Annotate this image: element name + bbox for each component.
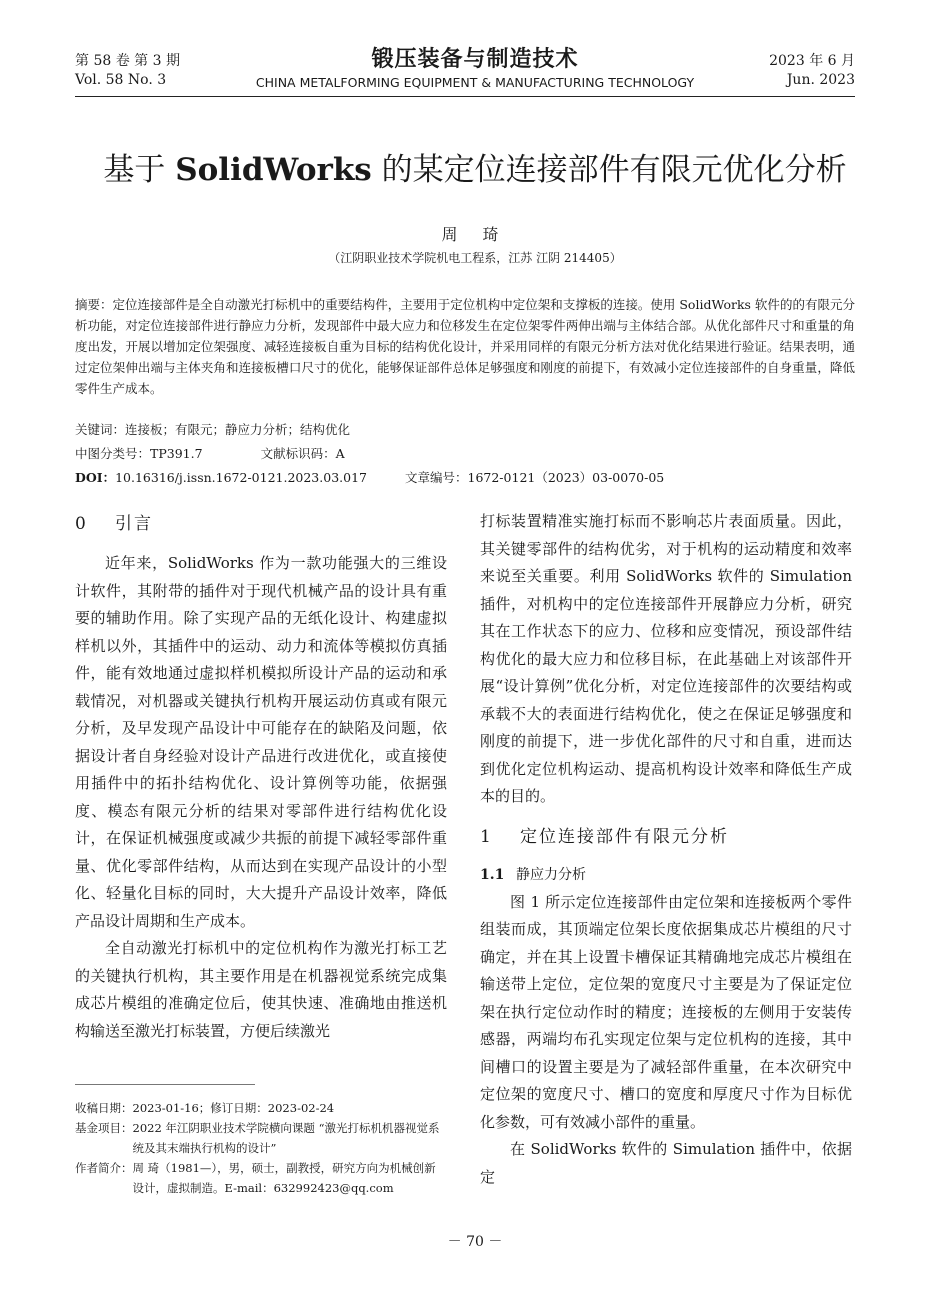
footnote	[75, 1098, 447, 1198]
fund-label: 基金项目：	[75, 1121, 133, 1135]
abstract-text: 定位连接部件是全自动激光打标机中的重要结构件，主要用于定位机构中定位架和支撑板的连接。使用 SolidWorks 软件的的有限元分析功能，对定位连接部件进行静应力分析，发现部件中最大应力和位移发生在定位架零件两伸出端与主体结合部。从优化部件尺寸和重量的角度出发，开展以增加定位架强度、减轻连接板自重为目标的结构优化设计，并采用同样的有限元分析方法对优化结果进行验证。结果表明，通过定位架伸出端与主体夹角和连接板槽口尺寸的优化，能够保证部件总体足够强度和刚度的前提下，有效减小定位连接部件的自身重量，降低零件生产成本。	[75, 297, 855, 396]
received-label: 收稿日期：	[75, 1101, 133, 1115]
section-1-1-heading	[480, 863, 852, 887]
received-dates: 2023-01-16；修订日期：2023-02-24	[132, 1101, 335, 1115]
volume-issue-cn: 第 58 卷 第 3 期	[75, 53, 180, 69]
doi-value: 10.16316/j.issn.1672-0121.2023.03.017	[115, 470, 367, 485]
section-1-1-paragraph-2: 在 SolidWorks 软件的 Simulation 插件中，依据定	[480, 1140, 852, 1186]
section-0-number: 0	[75, 514, 88, 534]
intro-paragraph-2: 全自动激光打标机中的定位机构作为激光打标工艺的关键执行机构，其主要作用是在机器视觉系统完成集成芯片模组的准确定位后，使其快速、准确地由推送机构输送至激光打标装置，方便后续激光	[75, 939, 447, 1040]
keywords-label: 关键词：	[75, 422, 126, 437]
author-affiliation: （江阴职业技术学院机电工程系，江苏 江阴 214405）	[328, 251, 622, 265]
title-prefix: 基于	[103, 152, 176, 188]
clc-value: TP391.7	[150, 446, 203, 461]
header-left	[75, 52, 180, 90]
paper-title	[60, 150, 890, 190]
doi-label: DOI：	[75, 470, 116, 485]
section-1-title: 定位连接部件有限元分析	[520, 826, 729, 847]
author-name: 周 琦	[441, 225, 509, 244]
volume-issue-en: Vol. 58 No. 3	[75, 72, 167, 88]
page-number: － 70 －	[447, 1234, 503, 1250]
intro-paragraph-2-continued: 打标装置精准实施打标而不影响芯片表面质量。因此，其关键零部件的结构优劣，对于机构的运动精度和效率来说至关重要。利用 SolidWorks 软件的 Simulation 插件，对机构中的定位连接部件开展静应力分析，研究其在工作状态下的应力、位移和应变情况，预设部件结构优化的最大应力和位移目标，在此基础上对该部件开展“设计算例”优化分析，对定位连接部件的次要结构或承载不大的表面进行结构优化，使之在保证足够强度和刚度的前提下，进一步优化部件的尺寸和自重，进而达到优化定位机构运动、提高机构设计效率和降低生产成本的目的。	[480, 512, 852, 805]
title-suffix: 的某定位连接部件有限元优化分析	[371, 152, 847, 188]
abstract-label: 摘要：	[75, 297, 113, 312]
issue-date-cn: 2023 年 6 月	[769, 53, 855, 69]
footnote-bio	[75, 1158, 447, 1198]
section-0-title: 引言	[115, 514, 153, 534]
section-0-heading	[75, 508, 447, 540]
doc-code-label: 文献标识码：	[260, 446, 336, 461]
header-divider	[75, 96, 855, 97]
intro-paragraph-1: 近年来，SolidWorks 作为一款功能强大的三维设计软件，其附带的插件对于现代机械产品的设计具有重要的辅助作用。除了实现产品的无纸化设计、构建虚拟样机以外，其插件中的运动、动力和流体等模拟仿真插件，能有效地通过虚拟样机模拟所设计产品的运动和承载情况，对机器或关键执行机构开展运动仿真或有限元分析，及早发现产品设计中可能存在的缺陷及问题，依据设计者自身经验对设计产品进行改进优化，或直接使用插件中的拓扑结构优化、设计算例等功能，依据强度、模态有限元分析的结果对零部件进行结构优化设计，在保证机械强度或减少共振的前提下减轻零部件重量、优化零部件结构，从而达到在实现产品设计的小型化、轻量化目标的同时，大大提升产品设计效率，降低产品设计周期和生产成本。	[75, 554, 447, 930]
fund-text: 2022 年江阴职业技术学院横向课题 “激光打标机机器视觉系统及其末端执行机构的设计”	[132, 1121, 440, 1155]
section-1-heading	[480, 821, 852, 853]
issue-date-en: Jun. 2023	[786, 72, 855, 88]
footnote-divider	[75, 1084, 255, 1085]
header-right	[769, 52, 855, 90]
left-column	[75, 508, 447, 1045]
classification	[75, 444, 855, 464]
doc-code-value: A	[335, 446, 345, 461]
doi-line	[75, 468, 855, 488]
title-software: SolidWorks	[175, 152, 372, 188]
section-1-1-paragraph-1: 图 1 所示定位连接部件由定位架和连接板两个零件组装而成，其顶端定位架长度依据集成芯片模组的尺寸确定，并在其上设置卡槽保证其精确地完成芯片模组在输送带上定位，定位架的宽度尺寸主要是为了保证定位架在执行定位动作时的精度；连接板的左侧用于安装传感器，两端均布孔实现定位架与定位机构的连接，其中间槽口的设置主要是为了减轻部件重量，在本次研究中定位架的宽度尺寸、槽口的宽度和厚度尺寸作为目标优化参数，可有效减小部件的重量。	[480, 892, 852, 1131]
journal-name-cn: 锻压装备与制造技术	[371, 47, 579, 72]
section-1-number: 1	[480, 826, 493, 847]
article-number-label: 文章编号：	[404, 470, 468, 485]
abstract	[75, 294, 855, 399]
keywords	[75, 420, 855, 440]
journal-name-en: CHINA METALFORMING EQUIPMENT & MANUFACTURING TECHNOLOGY	[255, 75, 695, 90]
right-column	[480, 508, 852, 1191]
keywords-text: 连接板；有限元；静应力分析；结构优化	[125, 422, 351, 437]
footnote-fund	[75, 1118, 447, 1158]
bio-label: 作者简介：	[75, 1161, 133, 1175]
section-1-1-number: 1.1	[480, 866, 505, 883]
section-1-1-title: 静应力分析	[516, 866, 586, 883]
clc-label: 中图分类号：	[75, 446, 151, 461]
bio-text: 周 琦（1981—），男，硕士，副教授，研究方向为机械创新设计，虚拟制造。E-mail：632992423@qq.com	[132, 1161, 436, 1195]
footnote-received	[75, 1098, 447, 1118]
article-number-value: 1672-0121（2023）03-0070-05	[467, 470, 665, 485]
journal-name	[200, 46, 750, 92]
